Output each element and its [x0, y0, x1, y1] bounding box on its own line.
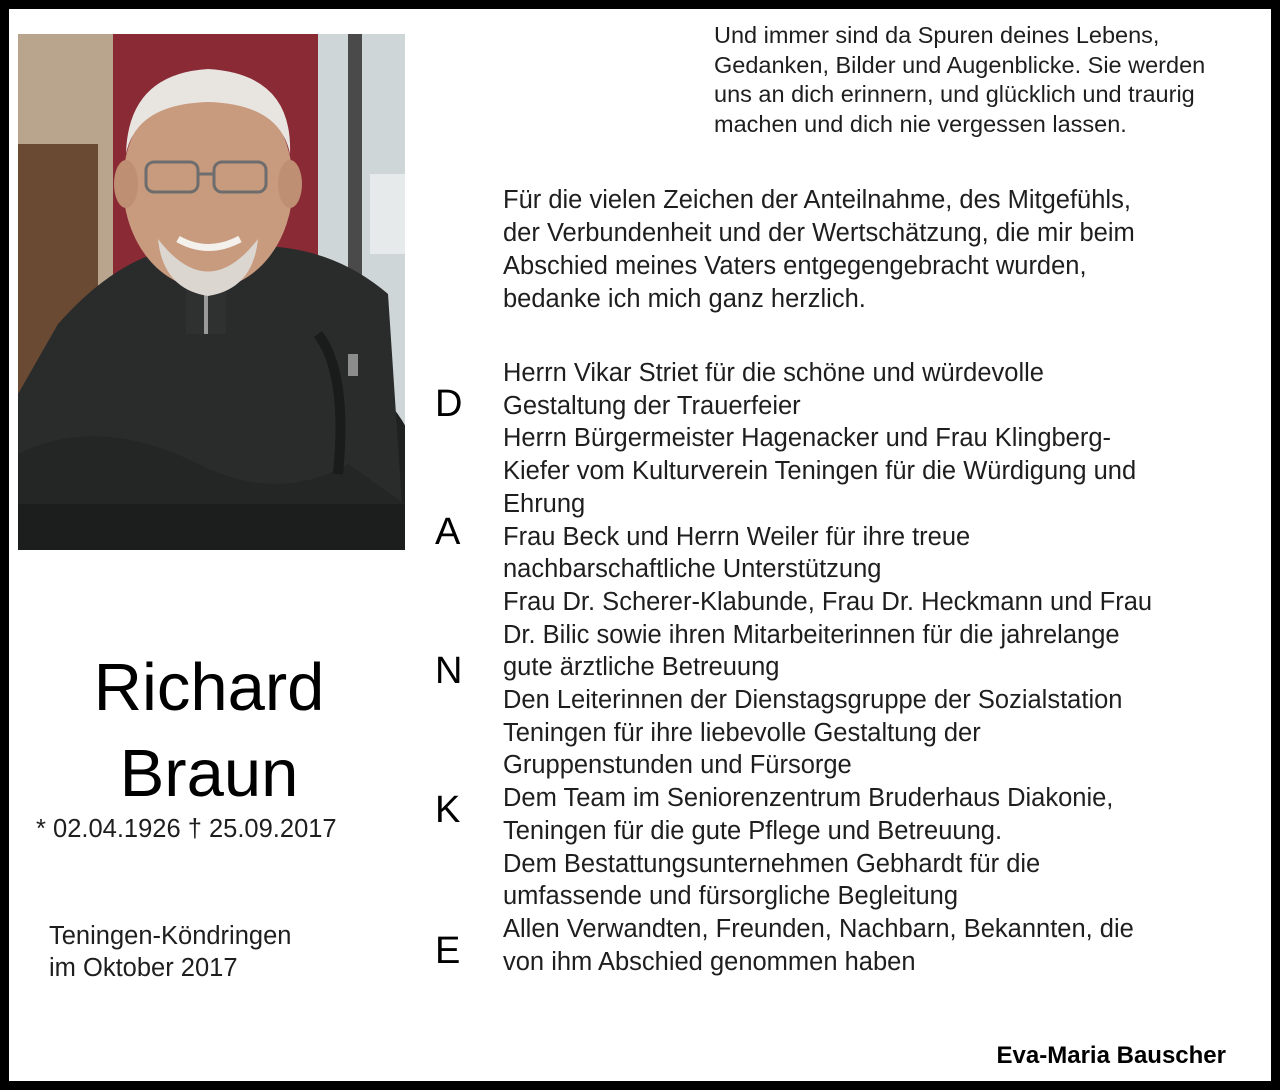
life-dates: * 02.04.1926 † 25.09.2017 [36, 815, 337, 843]
intro-line: bedanke ich mich ganz herzlich. [503, 285, 866, 313]
thanks-list [503, 357, 1263, 978]
thanks-line: Teningen für ihre liebevolle Gestaltung der [503, 718, 981, 747]
intro-line: Abschied meines Vaters entgegengebracht wurden, [503, 252, 1087, 280]
verse-line: uns an dich erinnern, und glücklich und traurig [714, 81, 1195, 107]
dank-letter-n: N [435, 650, 463, 692]
thanks-line: Dem Bestattungsunternehmen Gebhardt für die [503, 849, 1041, 878]
thanks-line: umfassende und fürsorgliche Begleitung [503, 882, 959, 911]
thanks-line: Herrn Vikar Striet für die schöne und würdevolle [503, 359, 1044, 387]
dank-letter-d: D [435, 383, 463, 425]
memorial-verse [714, 21, 1274, 139]
thanks-line: Herrn Bürgermeister Hagenacker und Frau Klingberg- [503, 424, 1112, 453]
thanks-line: Kiefer vom Kulturverein Teningen für die Würdigung und [503, 457, 1137, 486]
place-and-date [49, 920, 389, 984]
dank-letter-e: E [435, 930, 461, 972]
place-line: Teningen-Köndringen [49, 922, 292, 950]
verse-line: Und immer sind da Spuren deines Lebens, [714, 22, 1160, 48]
dank-letter-a: A [435, 511, 461, 553]
deceased-name [19, 645, 399, 817]
portrait-photo [18, 34, 405, 550]
verse-line: Gedanken, Bilder und Augenblicke. Sie werden [714, 51, 1206, 78]
thanks-line: Gestaltung der Trauerfeier [503, 391, 801, 420]
verse-line: machen und dich nie vergessen lassen. [714, 110, 1127, 137]
thanks-line: Dr. Bilic sowie ihren Mitarbeiterinnen für die jahrelange [503, 620, 1120, 649]
date-line: im Oktober 2017 [49, 954, 238, 982]
thanks-line: Gruppenstunden und Fürsorge [503, 751, 852, 780]
thanks-line: Teningen für die gute Pflege und Betreuung. [503, 816, 1003, 845]
intro-line: Für die vielen Zeichen der Anteilnahme, des Mitgefühls, [503, 186, 1131, 214]
thanks-line: gute ärztliche Betreuung [503, 653, 780, 682]
signature-name: Eva-Maria Bauscher [996, 1042, 1226, 1069]
thanks-line: Den Leiterinnen der Dienstagsgruppe der Sozialstation [503, 686, 1123, 715]
thanks-line: Frau Dr. Scherer-Klabunde, Frau Dr. Heckmann und Frau [503, 587, 1153, 616]
thanks-line: Dem Team im Seniorenzentrum Bruderhaus Diakonie, [503, 784, 1114, 813]
thanks-line: Allen Verwandten, Freunden, Nachbarn, Bekannten, die [503, 914, 1134, 943]
thanks-line: von ihm Abschied genommen haben [503, 947, 916, 976]
intro-line: der Verbundenheit und der Wertschätzung, die mir beim [503, 219, 1135, 247]
thanks-intro [503, 184, 1263, 316]
first-name: Richard [93, 650, 325, 725]
thanks-line: Frau Beck und Herrn Weiler für ihre treue [503, 522, 971, 551]
thanks-line: nachbarschaftliche Unterstützung [503, 555, 882, 584]
last-name: Braun [119, 736, 299, 811]
thanks-line: Ehrung [503, 489, 586, 518]
dank-letter-k: K [435, 789, 461, 831]
